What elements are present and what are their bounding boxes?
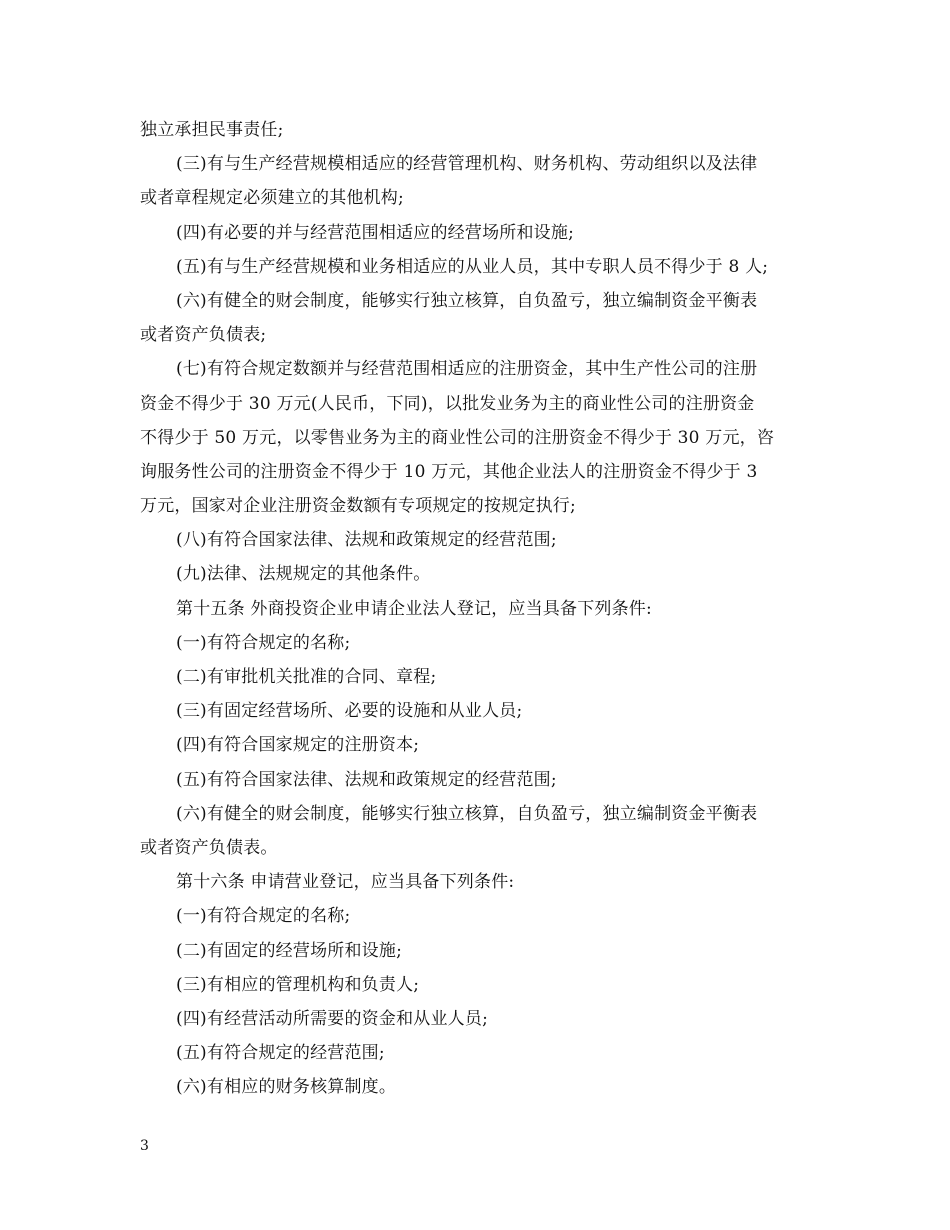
text-line: 或者资产负债表; [140, 325, 267, 346]
text-line: 或者资产负债表。 [140, 837, 278, 858]
text-line: (四)有符合国家规定的注册资本; [176, 735, 420, 756]
text-line: (四)有必要的并与经营范围相适应的经营场所和设施; [176, 222, 574, 243]
text-line: (六)有健全的财会制度，能够实行独立核算，自负盈亏，独立编制资金平衡表 [176, 290, 758, 311]
text-line: 资金不得少于 30 万元(人民币，下同)，以批发业务为主的商业性公司的注册资金 [140, 393, 755, 414]
text-line: 独立承担民事责任; [140, 120, 284, 140]
text-line: 万元，国家对企业注册资金数额有专项规定的按规定执行; [140, 496, 576, 517]
text-line: (九)法律、法规规定的其他条件。 [176, 564, 431, 585]
text-line: (八)有符合国家法律、法规和政策规定的经营范围; [176, 530, 557, 551]
text-line: (五)有与生产经营规模和业务相适应的从业人员，其中专职人员不得少于 8 人; [176, 256, 769, 277]
text-line: (五)有符合规定的经营范围; [176, 1043, 385, 1064]
article-heading-16: 第十六条 申请营业登记，应当具备下列条件: [176, 872, 515, 893]
text-line: 或者章程规定必须建立的其他机构; [140, 188, 404, 209]
text-line: (七)有符合规定数额并与经营范围相适应的注册资金，其中生产性公司的注册 [176, 359, 758, 380]
text-line: (五)有符合国家法律、法规和政策规定的经营范围; [176, 769, 557, 790]
text-line: (三)有相应的管理机构和负责人; [176, 974, 420, 995]
text-line: (二)有固定的经营场所和设施; [176, 940, 402, 961]
text-line: (四)有经营活动所需要的资金和从业人员; [176, 1008, 488, 1029]
text-line: 不得少于 50 万元，以零售业务为主的商业性公司的注册资金不得少于 30 万元，咨 [140, 427, 775, 448]
document-body [140, 113, 812, 1104]
text-line: 询服务性公司的注册资金不得少于 10 万元，其他企业法人的注册资金不得少于 3 [140, 461, 758, 482]
text-line: (三)有固定经营场所、必要的设施和从业人员; [176, 701, 523, 722]
text-line: (六)有相应的财务核算制度。 [176, 1077, 397, 1098]
page-number: 3 [140, 1138, 149, 1154]
text-line: (一)有符合规定的名称; [176, 632, 351, 653]
text-line: (三)有与生产经营规模相适应的经营管理机构、财务机构、劳动组织以及法律 [176, 154, 758, 175]
text-line: (六)有健全的财会制度，能够实行独立核算，自负盈亏，独立编制资金平衡表 [176, 803, 758, 824]
article-heading-15: 第十五条 外商投资企业申请企业法人登记，应当具备下列条件: [176, 598, 652, 619]
text-line: (一)有符合规定的名称; [176, 906, 351, 927]
text-line: (二)有审批机关批准的合同、章程; [176, 667, 437, 687]
